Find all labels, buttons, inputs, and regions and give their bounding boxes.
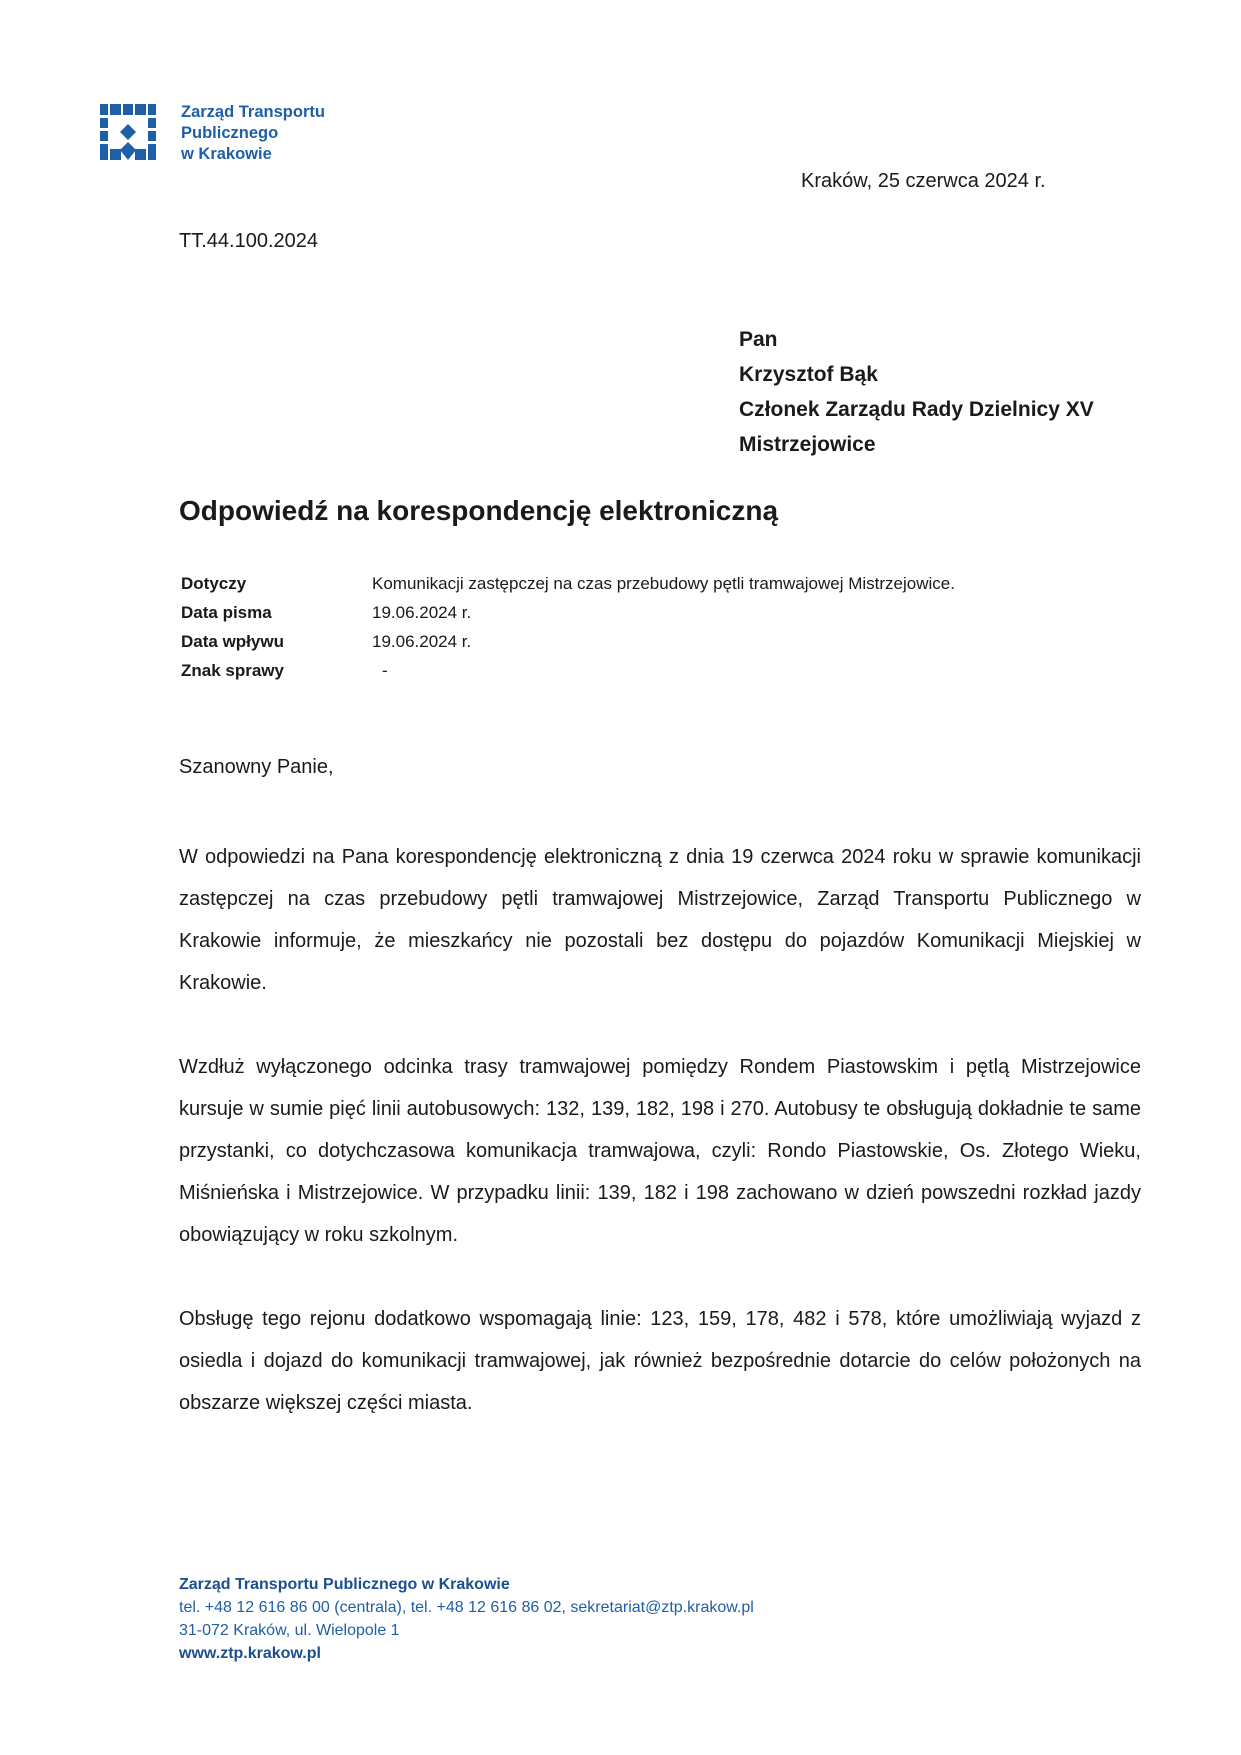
letterhead-logo	[100, 104, 325, 165]
letter-date: Kraków, 25 czerwca 2024 r.	[801, 170, 1046, 192]
footer-org-name: Zarząd Transportu Publicznego w Krakowie	[179, 1576, 510, 1593]
letter-footer	[179, 1573, 754, 1665]
letterhead-line-3: w Krakowie	[181, 145, 272, 163]
letter-subject: Odpowiedź na korespondencję elektroniczną	[179, 495, 779, 526]
greeting: Szanowny Panie,	[179, 756, 334, 778]
meta-label: Data wpływu	[181, 632, 284, 651]
ztp-logo-icon	[100, 104, 156, 160]
meta-label: Dotyczy	[181, 574, 247, 593]
meta-row	[181, 632, 955, 661]
meta-value: Komunikacji zastępczej na czas przebudowy pętli tramwajowej Mistrzejowice.	[372, 574, 955, 593]
addressee-line-1: Pan	[739, 328, 778, 351]
addressee-line-2: Krzysztof Bąk	[739, 363, 878, 386]
meta-row	[181, 574, 955, 603]
letterhead-line-1: Zarząd Transportu	[181, 103, 325, 121]
meta-row	[181, 603, 955, 632]
body-paragraph: Obsługę tego rejonu dodatkowo wspomagają linie: 123, 159, 178, 482 i 578, które umożliwiają wyjazd z osiedla i dojazd do komunikacji tramwajowej, jak również bezpośrednie dotarcie do celów położonych na obszarze większej części miasta.	[179, 1308, 1141, 1414]
meta-value: -	[382, 661, 388, 680]
addressee-block	[739, 322, 1094, 462]
body-paragraph: Wzdłuż wyłączonego odcinka trasy tramwajowej pomiędzy Rondem Piastowskim i pętlą Mistrzejowice kursuje w sumie pięć linii autobusowych: 132, 139, 182, 198 i 270. Autobusy te obsługują dokładnie te same przystanki, co dotychczasowa komunikacja tramwajowa, czyli: Rondo Piastowskie, Os. Złotego Wieku, Miśnieńska i Mistrzejowice. W przypadku linii: 139, 182 i 198 zachowano w dzień powszedni rozkład jazdy obowiązujący w roku szkolnym.	[179, 1056, 1141, 1246]
footer-website-link[interactable]: www.ztp.krakow.pl	[179, 1645, 321, 1662]
body-paragraph: W odpowiedzi na Pana korespondencję elektroniczną z dnia 19 czerwca 2024 roku w sprawie komunikacji zastępczej na czas przebudowy pętli tramwajowej Mistrzejowice, Zarząd Transportu Publicznego w Krakowie informuje, że mieszkańcy nie pozostali bez dostępu do pojazdów Komunikacji Miejskiej w Krakowie.	[179, 846, 1141, 994]
addressee-line-3: Członek Zarządu Rady Dzielnicy XV	[739, 398, 1094, 421]
meta-value: 19.06.2024 r.	[372, 603, 472, 622]
footer-address: 31-072 Kraków, ul. Wielopole 1	[179, 1622, 400, 1639]
letterhead-org-name	[181, 102, 325, 165]
addressee-line-4: Mistrzejowice	[739, 433, 876, 456]
meta-value: 19.06.2024 r.	[372, 632, 472, 651]
reference-number: TT.44.100.2024	[179, 230, 318, 252]
letterhead-line-2: Publicznego	[181, 124, 279, 142]
letter-body	[179, 836, 1141, 1466]
meta-row	[181, 661, 955, 690]
footer-contact: tel. +48 12 616 86 00 (centrala), tel. +48 12 616 86 02, sekretariat@ztp.krakow.pl	[179, 1599, 754, 1616]
meta-label: Znak sprawy	[181, 661, 284, 680]
meta-label: Data pisma	[181, 603, 272, 622]
letter-meta-table	[181, 574, 955, 690]
